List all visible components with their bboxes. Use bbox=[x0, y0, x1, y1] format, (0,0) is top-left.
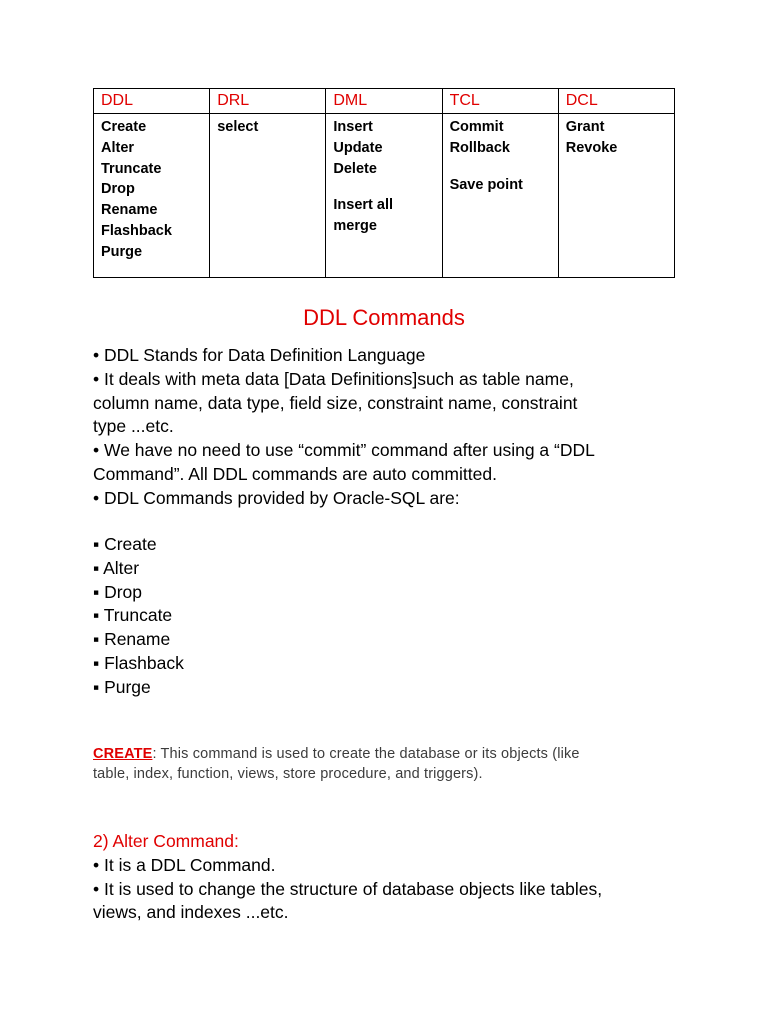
ddl-command-list bbox=[93, 533, 693, 700]
header-drl: DRL bbox=[210, 89, 326, 114]
table-header-row bbox=[94, 89, 675, 114]
list-item: ▪ Alter bbox=[93, 557, 140, 578]
intro-line: Command”. All DDL commands are auto committed. bbox=[93, 463, 497, 484]
create-command-note bbox=[93, 744, 693, 784]
table-cell-item: Rollback bbox=[449, 139, 510, 156]
table-cell-item: Save point bbox=[449, 176, 523, 193]
header-tcl: TCL bbox=[442, 89, 558, 114]
table-cell-item: Flashback bbox=[101, 222, 172, 239]
alter-line: views, and indexes ...etc. bbox=[93, 902, 289, 923]
header-dml: DML bbox=[326, 89, 442, 114]
table-cell-item: Delete bbox=[333, 160, 377, 177]
table-cell-item: Truncate bbox=[101, 160, 162, 177]
ddl-intro-paragraph bbox=[93, 344, 693, 511]
table-cell-item: Insert all bbox=[333, 197, 394, 214]
table-cell-item: Alter bbox=[101, 139, 135, 156]
create-keyword: CREATE bbox=[93, 746, 153, 762]
list-item: ▪ Purge bbox=[93, 676, 151, 697]
header-ddl: DDL bbox=[94, 89, 210, 114]
list-item: ▪ Drop bbox=[93, 581, 142, 602]
section-heading: DDL Commands bbox=[303, 305, 465, 330]
alter-title: 2) Alter Command: bbox=[93, 831, 239, 851]
table-cell-item: Rename bbox=[101, 202, 158, 219]
intro-line: • DDL Commands provided by Oracle-SQL are: bbox=[93, 487, 460, 508]
table-cell-item: Drop bbox=[101, 181, 135, 198]
table-cell-item: Grant bbox=[565, 119, 605, 135]
create-note-line1: : This command is used to create the database or its objects (like bbox=[152, 746, 580, 762]
cell-ddl bbox=[94, 114, 210, 278]
cell-dcl bbox=[558, 114, 674, 278]
intro-line: • DDL Stands for Data Definition Language bbox=[93, 345, 426, 365]
list-item: ▪ Truncate bbox=[93, 605, 173, 626]
list-item: ▪ Flashback bbox=[93, 652, 184, 673]
table-cell-item: Update bbox=[333, 139, 383, 156]
table-cell-item: select bbox=[217, 119, 259, 135]
table-body-row bbox=[94, 114, 675, 278]
list-item: ▪ Create bbox=[93, 534, 157, 554]
table-cell-item: Create bbox=[101, 119, 147, 135]
create-note-line2: table, index, function, views, store procedure, and triggers). bbox=[93, 766, 483, 782]
table-cell-item: Commit bbox=[449, 119, 504, 135]
cell-tcl bbox=[442, 114, 558, 278]
alter-command-section bbox=[93, 830, 693, 925]
header-dcl: DCL bbox=[558, 89, 674, 114]
sql-command-categories-table bbox=[93, 88, 675, 278]
table-cell-item: Revoke bbox=[565, 139, 618, 156]
intro-line: column name, data type, field size, constraint name, constraint bbox=[93, 392, 578, 413]
table-cell-item: merge bbox=[333, 218, 377, 235]
cell-dml bbox=[326, 114, 442, 278]
intro-line: • It deals with meta data [Data Definitions]such as table name, bbox=[93, 368, 574, 389]
intro-line: type ...etc. bbox=[93, 416, 174, 437]
list-item: ▪ Rename bbox=[93, 629, 171, 650]
table-cell-item: Insert bbox=[333, 119, 373, 135]
alter-line: • It is a DDL Command. bbox=[93, 854, 276, 875]
table-cell-item: Purge bbox=[101, 243, 143, 260]
cell-drl bbox=[210, 114, 326, 278]
alter-line: • It is used to change the structure of database objects like tables, bbox=[93, 878, 603, 899]
intro-line: • We have no need to use “commit” command after using a “DDL bbox=[93, 440, 595, 461]
